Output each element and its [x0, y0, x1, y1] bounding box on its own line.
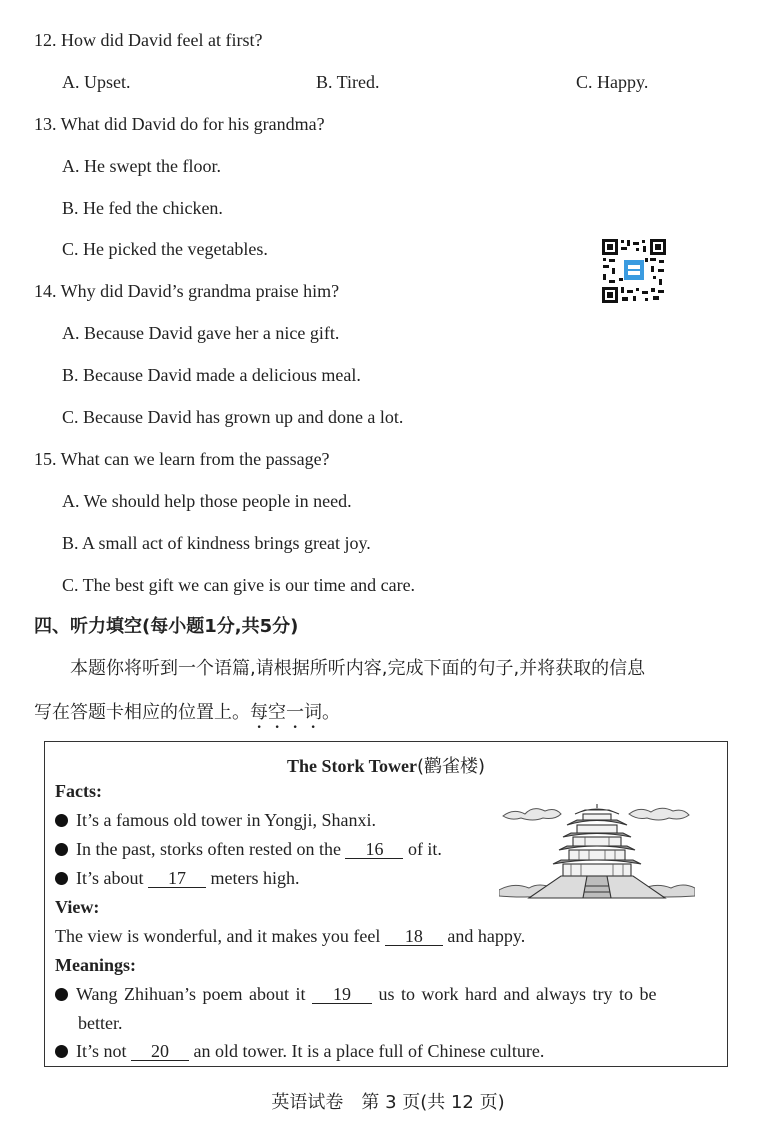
- box-title-cn: (鹳雀楼): [416, 756, 486, 777]
- section-4-instruction-line2: [34, 702, 340, 733]
- meaning-1-pre: Wang Zhihuan’s poem about it: [76, 984, 306, 1004]
- box-title: [45, 752, 727, 778]
- meaning-1-line2: better.: [78, 1013, 123, 1033]
- view-pre: The view is wonderful, and it makes you feel: [55, 926, 381, 946]
- instruction-emphasis: 每空一词: [250, 702, 322, 723]
- question-13-option-b: B. He fed the chicken.: [62, 198, 223, 218]
- bullet-icon: [55, 814, 68, 827]
- blank-17: 17: [148, 869, 206, 888]
- fact-3: [55, 867, 299, 889]
- option-b: B. Tired.: [316, 72, 380, 92]
- fact-2-post: of it.: [407, 839, 442, 859]
- meaning-1: [55, 983, 656, 1005]
- question-15-option-c: C. The best gift we can give is our time and care.: [62, 575, 416, 595]
- facts-label: Facts:: [55, 781, 102, 801]
- question-14-option-a: A. Because David gave her a nice gift.: [62, 323, 340, 343]
- fact-1: [55, 809, 376, 831]
- blank-20: 20: [131, 1042, 189, 1061]
- instruction-suffix: 。: [322, 702, 340, 723]
- bullet-icon: [55, 872, 68, 885]
- box-title-en: The Stork Tower: [286, 756, 417, 776]
- page-footer: 英语试卷 第 3 页(共 12 页): [271, 1092, 505, 1113]
- question-14-stem: 14. Why did David’s grandma praise him?: [34, 281, 340, 301]
- fact-2-pre: In the past, storks often rested on the: [76, 839, 341, 859]
- meanings-label: Meanings:: [55, 955, 136, 975]
- blank-19: 19: [312, 985, 372, 1004]
- option-c: C. Happy.: [576, 72, 649, 92]
- question-14-option-c: C. Because David has grown up and done a lot.: [62, 407, 404, 427]
- bullet-icon: [55, 1045, 68, 1058]
- fact-3-pre: It’s about: [76, 868, 144, 888]
- view-post: and happy.: [447, 926, 526, 946]
- question-13-option-c: C. He picked the vegetables.: [62, 239, 268, 259]
- fact-1-text: It’s a famous old tower in Yongji, Shanxi.: [76, 810, 376, 830]
- bullet-icon: [55, 843, 68, 856]
- instruction-prefix: 写在答题卡相应的位置上。: [34, 702, 250, 723]
- question-13-option-a: A. He swept the floor.: [62, 156, 221, 176]
- section-4-heading: 四、听力填空(每小题1分,共5分): [34, 616, 299, 637]
- option-a: A. Upset.: [62, 72, 131, 92]
- meaning-2-post: an old tower. It is a place full of Chinese culture.: [193, 1041, 545, 1061]
- question-12-stem: 12. How did David feel at first?: [34, 30, 263, 50]
- question-15-option-a: A. We should help those people in need.: [62, 491, 352, 511]
- stork-tower-box: [44, 741, 728, 1067]
- question-15-stem: 15. What can we learn from the passage?: [34, 449, 330, 469]
- fact-3-post: meters high.: [210, 868, 300, 888]
- meaning-1-post: us to work hard and always try to be: [378, 984, 657, 1004]
- fact-2: [55, 838, 442, 860]
- view-sentence: [55, 925, 525, 947]
- view-label: View:: [55, 897, 100, 917]
- question-15-option-b: B. A small act of kindness brings great joy.: [62, 533, 371, 553]
- blank-16: 16: [345, 840, 403, 859]
- stork-tower-illustration: [499, 804, 695, 908]
- meaning-2-pre: It’s not: [76, 1041, 127, 1061]
- meaning-2: [55, 1040, 544, 1062]
- section-4-instruction-line1: 本题你将听到一个语篇,请根据所听内容,完成下面的句子,并将获取的信息: [70, 658, 646, 679]
- blank-18: 18: [385, 927, 443, 946]
- question-14-option-b: B. Because David made a delicious meal.: [62, 365, 361, 385]
- qr-code-icon: [601, 238, 667, 304]
- question-13-stem: 13. What did David do for his grandma?: [34, 114, 325, 134]
- bullet-icon: [55, 988, 68, 1001]
